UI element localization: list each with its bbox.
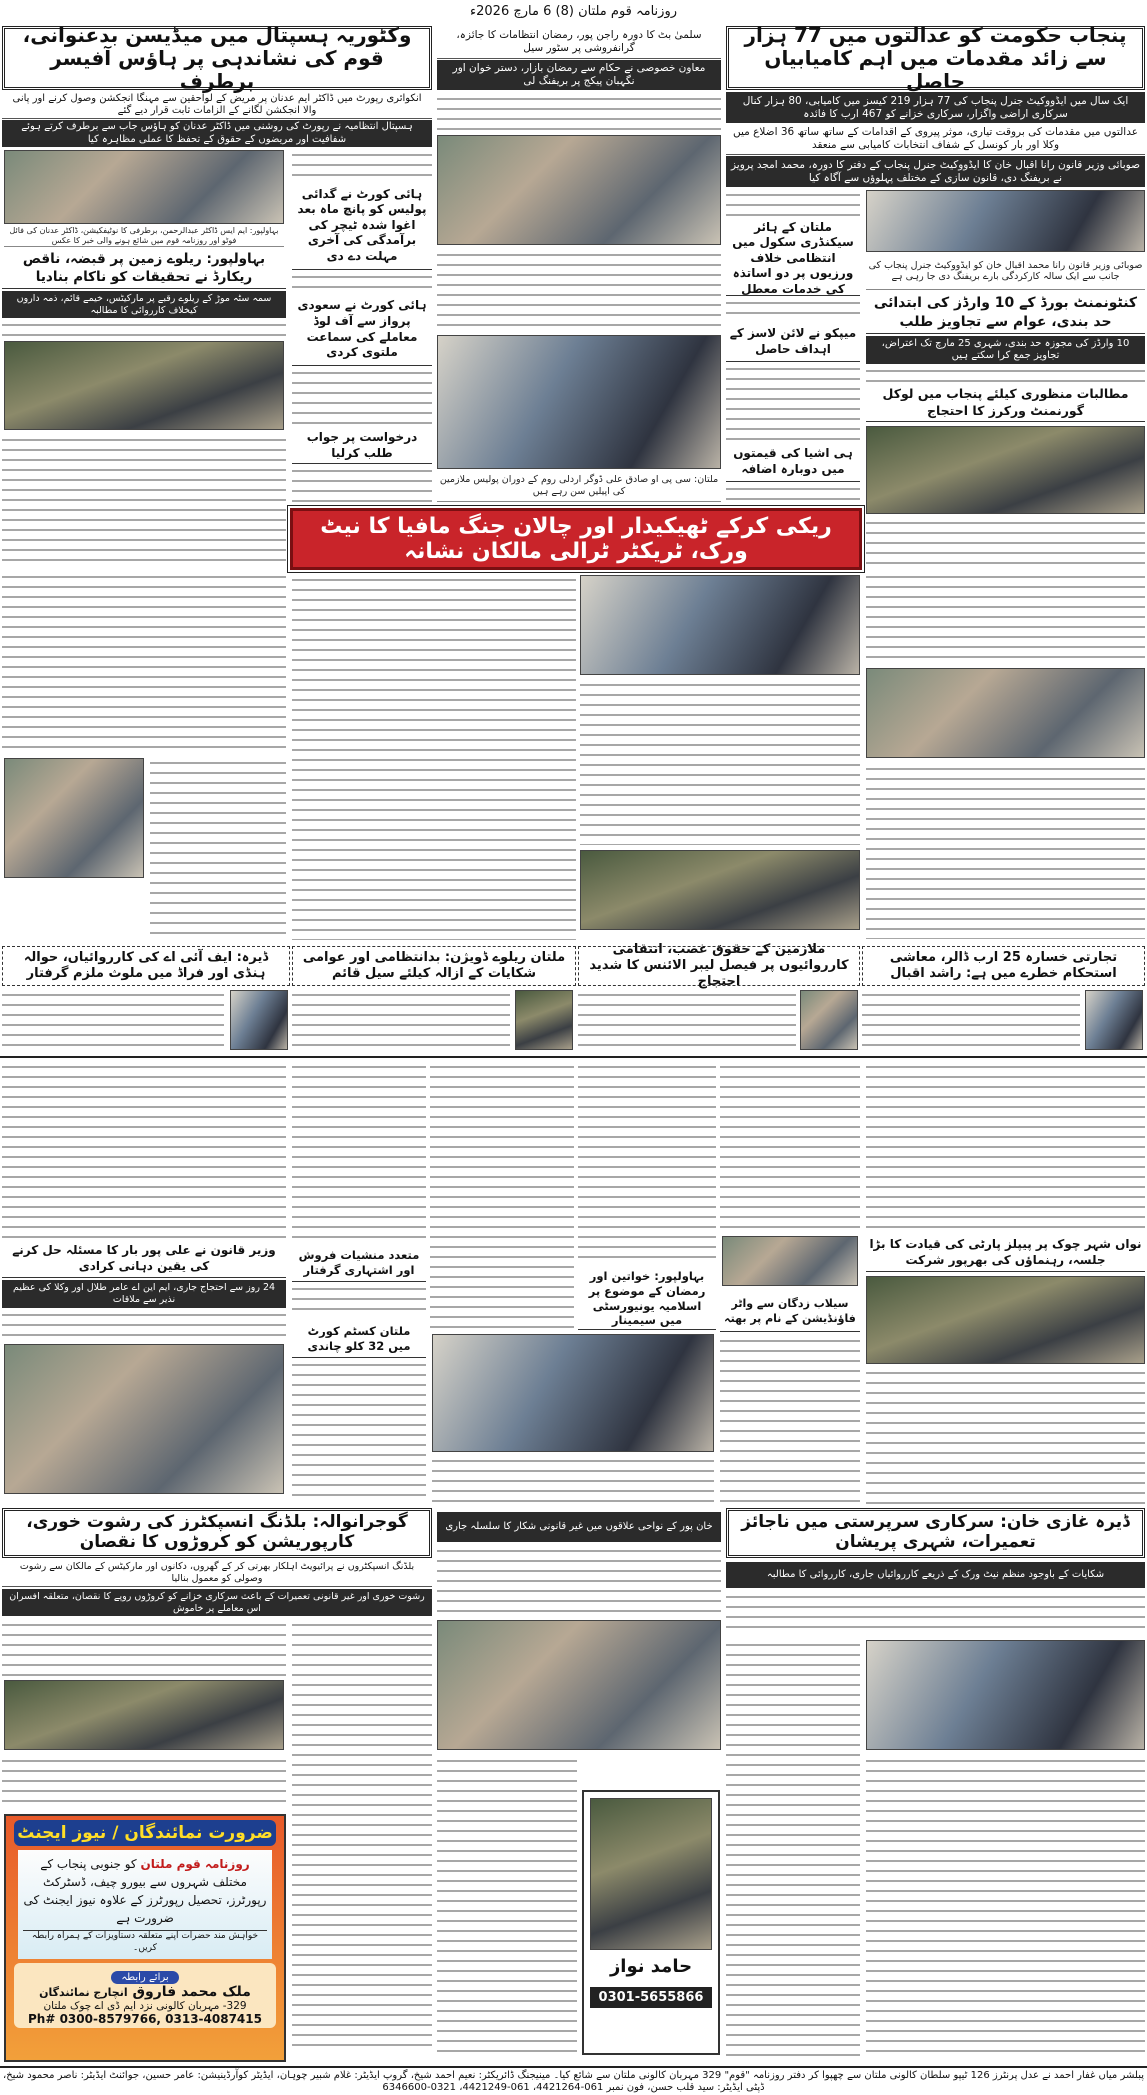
ad-contact-line <box>16 1984 274 2000</box>
strip-headline-3: ملتان ریلوے ڈویژن: بدانتظامی اور عوامی شکایات کے ازالہ کیلئے سیل قائم <box>292 946 576 986</box>
ad-note: خواہش مند حضرات اپنے متعلقہ دستاویزات کے ہمراہ رابطہ کریں۔ <box>23 1930 267 1954</box>
police-raid-photo <box>4 1680 284 1750</box>
top-left-headline: وکٹوریہ ہسپتال میں میڈیسن بدعنوانی، قوم کی نشاندہی پر ہاؤس آفیسر برطرف <box>2 26 432 90</box>
publisher-imprint: پبلشر میاں غفار احمد نے عدل پرنٹرز 126 ٹیپو سلطان کالونی ملتان سے چھپوا کر دفتر روزنامہ "قوم" 329 مہربان کالونی ملتان سے شائع کیا۔ مینیجنگ ڈائریکٹر: نعیم احمد شیخ، گروپ ایڈیٹر: غلام شبیر چوہان، ایڈیٹر کوآرڈینیشن: عامر حسین، جوائنٹ ایڈیٹر: ناصر محمود شیخ، ڈپٹی ایڈیٹر: سید قلب حسن، فون نمبر 061-4421264، 061-4421249، 0321-6346600 <box>0 2066 1147 2095</box>
lawyers-meeting-photo <box>866 190 1145 252</box>
left-subhead-2: ہسپتال انتظامیہ نے رپورٹ کی روشنی میں ڈاکٹر عدنان کو ہاؤس جاب سے برطرف کرتے ہوئے شفافیت اور مریضوں کے حقوق کے تحفظ کا عملی مظاہرہ کیا <box>2 120 432 147</box>
portrait-photo <box>590 1798 712 1950</box>
police-orderly-room-photo <box>437 335 721 469</box>
workers-protest-headline: مطالبات منظوری کیلئے پنجاب میں لوکل گورنمنٹ ورکرز کا احتجاج <box>866 384 1145 422</box>
dg-khan-subhead: شکایات کے باوجود منظم نیٹ ورک کے ذریعے کارروائیاں جاری، کارروائی کا مطالبہ <box>726 1562 1145 1588</box>
top-middle-subhead: معاون خصوصی نے حکام سے رمضان بازار، دستر خوان اور نگہبان پیکج پر بریفنگ لی <box>437 60 721 90</box>
article-body <box>866 764 1145 939</box>
article-body <box>866 518 1145 566</box>
gujranwala-subhead-1: بلڈنگ انسپکٹروں نے پرائیویٹ اہلکار بھرتی کر کے گھروں، دکانوں اور مارکیٹس کے مالکان سے رشوت وصولی کو معمول بنالیا <box>2 1560 432 1587</box>
hospital-visit-photo <box>437 1620 721 1750</box>
high-court-saudi-headline: ہائی کورٹ نے سعودی پرواز سے آف لوڈ معاملے کی سماعت ملتوی کردی <box>292 294 432 366</box>
top-middle-headline: سلمیٰ بٹ کا دورہ راجن پور، رمضان انتظامات کا جائزہ، گرانفروشی پر سٹور سیل <box>437 26 721 59</box>
minister-meeting-photo <box>4 1344 284 1494</box>
seminar-headline: بہاولپور: خواتین اور رمضان کے موضوع پر اسلامیہ یونیورسٹی میں سیمینار <box>578 1268 716 1330</box>
article-body <box>726 190 860 220</box>
school-headline: ملتان کے ہائر سیکنڈری سکول میں انتظامی خلاف ورزیوں پر دو اساتذہ کی خدمات معطل <box>726 222 860 296</box>
masthead-date: روزنامہ قوم ملتان (8) 6 مارچ 2026ء <box>470 4 677 19</box>
article-body <box>726 364 860 440</box>
article-body <box>430 1062 574 1328</box>
ad-contact-name: ملک محمد فاروق <box>132 1984 251 2001</box>
railway-land-headline: بہاولپور: ریلوے زمین پر قبضہ، ناقص ریکارڈ نے تحقیقات کو ناکام بنادیا <box>2 249 286 289</box>
article-body <box>292 1284 426 1318</box>
article-body <box>292 150 432 180</box>
ad-paper-name: روزنامہ قوم ملتان <box>140 1857 250 1871</box>
ad-contact-role: انچارج نمائندگان <box>39 1986 128 2000</box>
article-body <box>2 1756 286 1810</box>
ad-phone: Ph# 0300-8579766, 0313-4087415 <box>28 2012 262 2027</box>
training-photo <box>580 850 860 930</box>
article-body <box>292 272 432 292</box>
ad-address: 329- مہربان کالونی نزد ایم ڈی اے چوک ملتان <box>43 2000 247 2013</box>
right-subhead-2: عدالتوں میں مقدمات کی بروقت تیاری، موثر پیروی کے اقدامات کے ساتھ ساتھ 36 اضلاع میں وکلا اور بار کونسل کے شفاف انتخابات کامیابی سے منعقد <box>726 124 1145 155</box>
article-body <box>720 1336 860 1504</box>
top-right-headline: پنجاب حکومت کو عدالتوں میں 77 ہزار سے زائد مقدمات میں اہم کامیابیاں حاصل <box>726 26 1145 90</box>
portrait-photo <box>230 990 288 1050</box>
article-body <box>866 1756 1145 2056</box>
strip-headline-1: تجارتی خسارہ 25 ارب ڈالر، معاشی استحکام خطرے میں ہے: راشد اقبال <box>862 946 1145 986</box>
article-body <box>726 298 860 320</box>
article-body <box>720 1062 860 1232</box>
high-court-teacher-headline: ہائی کورٹ نے گدائی پولیس کو پانچ ماہ بعد اغوا شدہ ٹیچر کی برآمدگی کی آخری مہلت دے دی <box>292 182 432 270</box>
article-body <box>866 1062 1145 1232</box>
article-body <box>580 680 860 845</box>
article-body <box>292 1620 432 2054</box>
strip-headline-2: ملازمین کے حقوق غصب، انتقامی کارروائیوں پر فیصل لیبر الائنس کا شدید احتجاج <box>578 946 860 986</box>
portrait-photo <box>515 990 573 1050</box>
article-body <box>2 572 286 752</box>
protest-photo <box>866 426 1145 514</box>
railway-land-subhead: سمہ سٹہ موڑ کے ریلوے رقبے پر مارکیٹس، خیمے قائم، ذمہ داروں کیخلاف کارروائی کا مطالبہ <box>2 291 286 318</box>
article-body <box>866 572 1145 662</box>
gujranwala-headline: گوجرانوالہ: بلڈنگ انسپکٹرز کی رشوت خوری، کارپوریشن کو کروڑوں کا نقصان <box>2 1508 432 1558</box>
article-body <box>292 368 432 424</box>
meeting-photo <box>866 668 1145 758</box>
ad-body-text: کو جنوبی پنجاب کے مختلف شہروں سے بیورو چیف، ڈسٹرکٹ رپورٹرز، تحصیل رپورٹرز کے علاوہ نیوز ایجنٹ کی ضرورت ہے <box>23 1857 267 1925</box>
article-body <box>292 990 510 1050</box>
article-body <box>437 94 721 132</box>
article-body <box>2 435 286 565</box>
silver-headline: ملتان کسٹم کورٹ میں 32 کلو چاندی <box>292 1320 426 1358</box>
hospital-doctors-photo <box>4 150 284 224</box>
khanpur-subhead: خان پور کے نواحی علاقوں میں غیر قانونی شکار کا سلسلہ جاری <box>437 1512 721 1542</box>
ad-person-name: حامد نواز <box>609 1956 693 1977</box>
article-body <box>437 1756 577 2056</box>
hospital-photo-caption: بہاولپور: ایم ایس ڈاکٹر عبدالرحمن، برطرفی کا نوٹیفکیشن، ڈاکٹر عدنان کی فائل فوٹو اور روزنامہ قوم میں شائع ہونے والی خبر کا عکس <box>4 225 284 247</box>
rally-headline: نواں شہر چوک پر پیپلز پارٹی کی قیادت کا بڑا جلسہ، رہنماؤں کی بھرپور شرکت <box>866 1234 1145 1272</box>
ad-title: ضرورت نمائندگان / نیوز ایجنٹ <box>14 1820 276 1846</box>
article-body <box>866 366 1145 382</box>
portrait-photo <box>1085 990 1143 1050</box>
seminar-photo <box>580 575 860 675</box>
banner-headline: ریکی کرکے ٹھیکیدار اور چالان جنگ مافیا کا نیٹ ورک، ٹریکٹر ٹرالی مالکان نشانہ <box>290 508 862 570</box>
article-body <box>437 1546 721 1616</box>
drugs-headline: متعدد منشیات فروش اور اشتہاری گرفتار <box>292 1244 426 1282</box>
right-subhead-1: ایک سال میں ایڈووکیٹ جنرل پنجاب کی 77 ہزار 219 کیسز میں کامیابی، 80 ہزار کنال سرکاری اراضی واگزار، سرکاری خزانے کو 467 ارب کا فائدہ <box>726 92 1145 123</box>
article-body <box>2 990 224 1050</box>
divider <box>0 1056 1147 1058</box>
article-body <box>2 1062 286 1238</box>
rally-photo <box>866 1276 1145 1364</box>
prices-headline: ہی اشیا کی قیمتوں میں دوبارہ اضافہ <box>726 442 860 482</box>
police-photo-caption: ملتان: سی پی او صادق علی ڈوگر اردلی روم کے دوران پولیس ملازمین کی اپیلیں سن رہے ہیں <box>437 470 721 502</box>
article-body <box>292 1062 426 1242</box>
strip-headline-4: ڈیرہ: ایف آئی اے کی کارروائیاں، حوالہ ہنڈی اور فراڈ میں ملوث ملزم گرفتار <box>2 946 290 986</box>
portraits-grid-photo <box>866 1640 1145 1750</box>
article-body <box>726 1640 860 2060</box>
alipur-bar-subhead: 24 روز سے احتجاج جاری، ایم این اے عامر طلال اور وکلا کی عظیم نذیر سے ملاقات <box>2 1280 286 1308</box>
article-body <box>292 466 432 502</box>
university-seminar-photo <box>432 1334 714 1452</box>
article-body <box>150 758 286 938</box>
recruitment-advertisement <box>4 1814 286 2062</box>
article-body <box>432 1456 714 1504</box>
cantonment-headline: کنٹونمنٹ بورڈ کے 10 وارڈز کی ابتدائی حد بندی، عوام سے تجاویز طلب <box>866 292 1145 334</box>
court-reply-headline: درخواست پر جواب طلب کرلیا <box>292 428 432 464</box>
left-subhead-1: انکوائری رپورٹ میں ڈاکٹر ایم عدنان پر مریض کے لواحقین سے مہنگا انجکشن وصول کرنے اور پانی والا انجکشن لگانے کے الزامات ثابت قرار دیے گئے <box>2 92 432 119</box>
mepco-headline: میپکو نے لائن لاسز کے اہداف حاصل <box>726 322 860 362</box>
article-body <box>292 1360 426 1504</box>
name-advertisement <box>582 1790 720 2055</box>
ad-contact <box>14 1963 276 2028</box>
article-body <box>578 1062 716 1266</box>
article-body <box>578 990 796 1050</box>
ad-body <box>18 1850 272 1959</box>
flood-headline: سیلاب زدگان سے واٹر فاؤنڈیشن کے نام پر بھتہ <box>720 1292 860 1332</box>
ad-contact-label: برائے رابطہ <box>111 1971 178 1984</box>
article-body <box>866 1368 1145 1504</box>
article-body <box>726 484 860 504</box>
gujranwala-subhead-2: رشوت خوری اور غیر قانونی تعمیرات کے باعث سرکاری خزانے کو کروڑوں روپے کا نقصان، متعلقہ افسران اس معاملے پر خاموش <box>2 1589 432 1616</box>
right-subhead-3: صوبائی وزیر قانون رانا اقبال خان کا ایڈووکیٹ جنرل پنجاب کے دفتر کا دورہ، محمد امجد پرویز نے بریفنگ دی، قانون سازی کے مختلف پہلوؤں سے آگاہ کیا <box>726 156 1145 187</box>
office-photo <box>722 1236 858 1286</box>
article-body <box>437 250 721 330</box>
article-body <box>292 575 576 940</box>
article-body <box>862 990 1080 1050</box>
ad-person-phone: 0301-5655866 <box>590 1987 712 2008</box>
dg-khan-headline: ڈیرہ غازی خان: سرکاری سرپرستی میں ناجائز تعمیرات، شہری پریشان <box>726 1508 1145 1558</box>
railway-land-photo <box>4 341 284 430</box>
arrest-photo <box>4 758 144 878</box>
article-body <box>726 1592 1145 1634</box>
portrait-photo <box>800 990 858 1050</box>
article-body <box>2 1620 286 1676</box>
lawyers-photo-caption: صوبائی وزیر قانون رانا محمد اقبال خان کو ایڈووکیٹ جنرل پنجاب کی جانب سے ایک سالہ کارکردگی بارے بریفنگ دی جا رہی ہے <box>866 253 1145 290</box>
alipur-bar-headline: وزیر قانون نے علی پور بار کا مسئلہ حل کرنے کی یقین دہانی کرادی <box>2 1240 286 1278</box>
article-body <box>2 1310 286 1340</box>
cantonment-subhead: 10 وارڈز کی مجوزہ حد بندی، شہری 25 مارچ تک اعتراض، تجاویز جمع کرا سکتے ہیں <box>866 336 1145 364</box>
ramzan-bazaar-photo <box>437 135 721 245</box>
article-body <box>2 320 286 338</box>
